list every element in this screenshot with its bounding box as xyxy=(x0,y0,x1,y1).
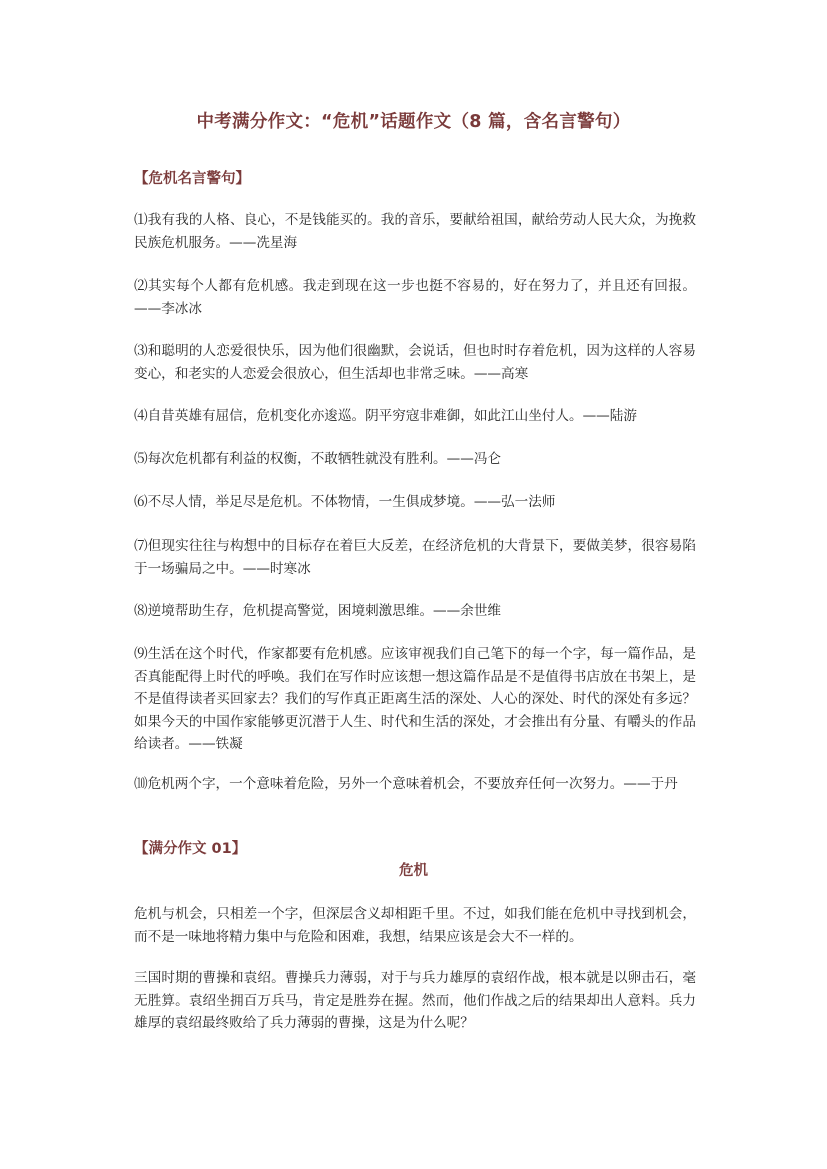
quote-item: ⑶和聪明的人恋爱很快乐，因为他们很幽默，会说话，但也时时存着危机，因为这样的人容易变心，和老实的人恋爱会很放心，但生活却也非常乏味。——高寒 xyxy=(134,343,696,382)
document-title: 中考满分作文：“危机”话题作文（8 篇，含名言警句） xyxy=(196,112,631,132)
quote-item: ⑼生活在这个时代，作家都要有危机感。应该审视我们自己笔下的每一个字，每一篇作品，是否真能配得上时代的呼唤。我们在写作时应该想一想这篇作品是不是值得书店放在书架上，是不是值得读者买回家去？我们的写作真正距离生活的深处、人心的深处、时代的深处有多远？如果今天的中国作家能够更沉潜于人生、时代和生活的深处，才会推出有分量、有嚼头的作品给读者。——铁凝 xyxy=(134,646,696,752)
quote-item: ⑹不尽人情，举足尽是危机。不体物情，一生俱成梦境。——弘一法师 xyxy=(134,494,556,510)
essay-01-title: 危机 xyxy=(399,863,428,879)
quote-item: ⑺但现实往往与构想中的目标存在着巨大反差，在经济危机的大背景下，要做美梦，很容易陷于一场骗局之中。——时寒冰 xyxy=(134,538,696,577)
quote-item: ⑻逆境帮助生存，危机提高警觉，困境刺激思维。——余世维 xyxy=(134,603,502,619)
quote-item: ⑷自昔英雄有屈信，危机变化亦逡巡。阴平穷寇非难御，如此江山坐付人。——陆游 xyxy=(134,408,637,424)
quote-item: ⑽危机两个字，一个意味着危险，另外一个意味着机会，不要放弃任何一次努力。——于丹 xyxy=(134,776,678,792)
essay-paragraph: 三国时期的曹操和袁绍。曹操兵力薄弱，对于与兵力雄厚的袁绍作战，根本就是以卵击石，毫无胜算。袁绍坐拥百万兵马，肯定是胜券在握。然而，他们作战之后的结果却出人意料。兵力雄厚的袁绍最终败给了兵力薄弱的曹操，这是为什么呢？ xyxy=(134,970,696,1031)
essay-paragraph: 危机与机会，只相差一个字，但深层含义却相距千里。不过，如我们能在危机中寻找到机会，而不是一味地将精力集中与危险和困难，我想，结果应该是会大不一样的。 xyxy=(134,906,696,945)
quote-item: ⑸每次危机都有利益的权衡，不敢牺牲就没有胜利。——冯仑 xyxy=(134,451,502,467)
essay-01-heading: 【满分作文 01】 xyxy=(134,841,247,857)
quote-item: ⑴我有我的人格、良心，不是钱能买的。我的音乐，要献给祖国，献给劳动人民大众，为挽救民族危机服务。——冼星海 xyxy=(134,212,696,251)
quote-item: ⑵其实每个人都有危机感。我走到现在这一步也挺不容易的，好在努力了，并且还有回报。——李冰冰 xyxy=(134,278,696,317)
quotes-section-heading: 【危机名言警句】 xyxy=(134,171,250,187)
